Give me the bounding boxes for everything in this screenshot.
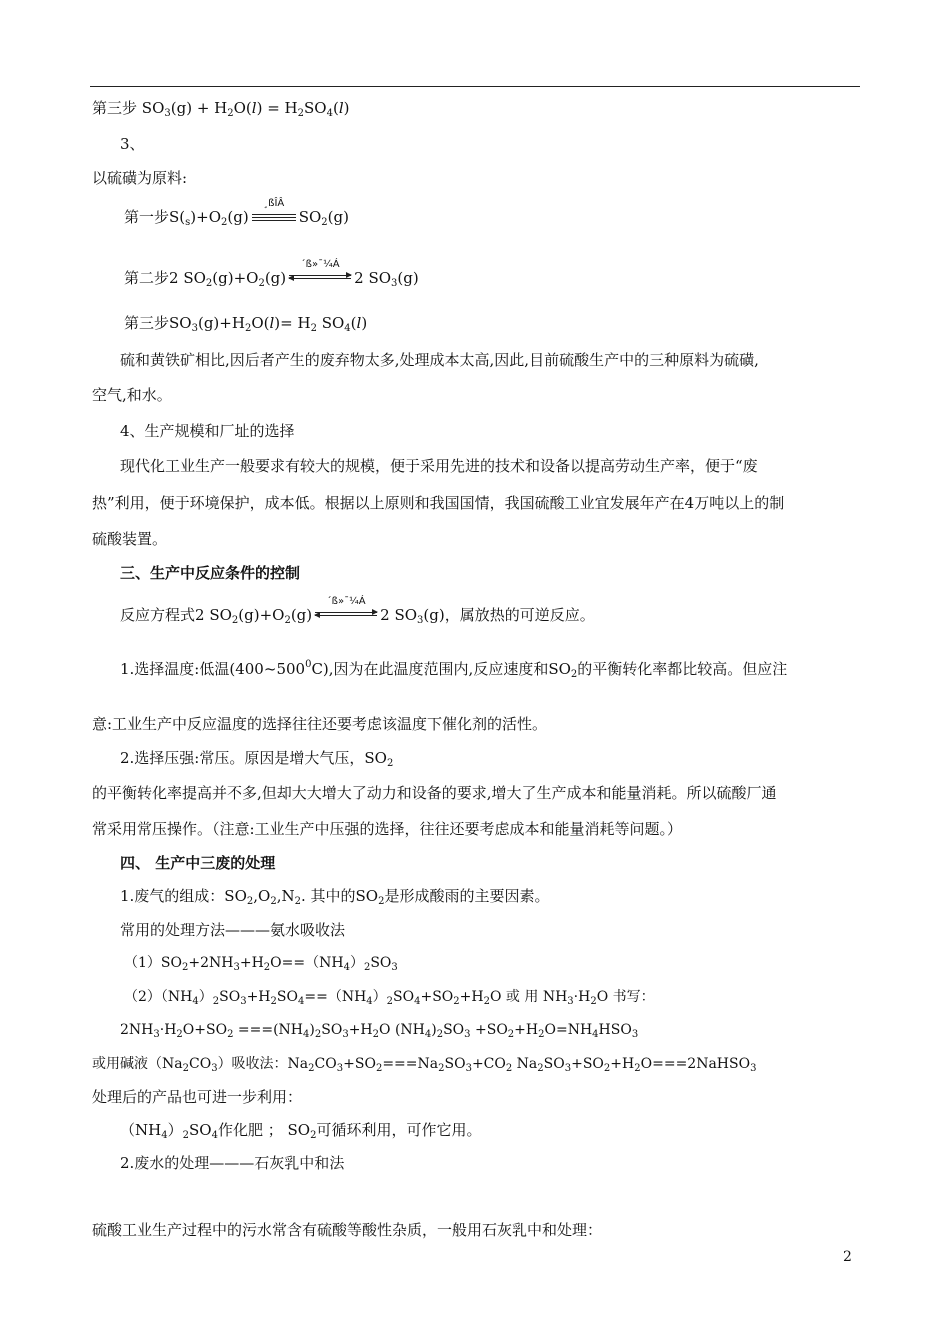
step3-equation-pyrite: 第三步 $SO_3(g) + H_2O(l) = H_2SO_4(l)$ [92,99,350,119]
waste-water-heading: 2.废水的处理———石灰乳中和法 [120,1154,345,1172]
page-number: 2 [843,1249,852,1265]
section-4-heading: 四、 生产中三废的处理 [120,854,276,872]
temperature-note: 意:工业生产中反应温度的选择往往还要考虑该温度下催化剂的活性。 [92,715,548,733]
reversible-arrow: ´ß»¯¼Á [289,267,351,285]
waste-water-paragraph: 硫酸工业生产过程中的污水常含有硫酸等酸性杂质，一般用石灰乳中和处理： [92,1221,603,1239]
alkali-absorption: 或用碱液$(Na_2CO_3)$吸收法：$Na_2CO_3+SO_2===Na_2SO_3+CO_2$ $Na_2SO_3+SO_2+H_2O===2NaHSO_3$ [92,1056,757,1074]
product-uses: $(NH_4)_2SO_4$作化肥 ； $SO_2$可循环利用，可作它用。 [120,1121,482,1141]
paragraph-raw-material: 硫和黄铁矿相比,因后者产生的废弃物太多,处理成本太高,因此,目前硫酸生产中的三种原料为硫磺, [120,351,759,369]
waste-gas-composition: 1.废气的组成：$SO_2,O_2,N_2$. 其中的$SO_2$是形成酸雨的主要因素。 [120,887,550,907]
equation-2: $(2)(NH_4)_2SO_3+H_2SO_4==(NH_4)_2SO_4+SO_2+H_2O$ 或 用 $NH_3\cdot H_2O$ 书写： [124,989,655,1007]
equation-3: $2NH_3\cdot H_2O+SO_2 ===(NH_4)_2SO_3+H_2O$ $(NH_4)_2SO_3 +SO_2+H_2O=NH_4HSO_3$ [120,1022,639,1040]
step2-equation: 第二步2 $SO_2(g)+O_2(g)$ ´ß»¯¼Á 2 $SO_3(g)$ [124,259,419,289]
header-rule [90,86,860,87]
item-4-heading: 4、生产规模和厂址的选择 [120,422,295,440]
equation-1: $(1)SO_2+2NH_3+H_2O==(NH_4)_2SO_3$ [124,955,398,973]
pressure-paragraph-1: 的平衡转化率提高并不多,但却大大增大了动力和设备的要求,增大了生产成本和能量消耗。所以硫酸厂通 [92,784,777,802]
pressure-choice: 2.选择压强:常压。原因是增大气压，$SO_2$ [120,749,394,769]
step1-equation: 第一步$S(_s)+O_2(g)$ ¸ßÎÂ $SO_2(g)$ [124,198,349,228]
pressure-paragraph-2: 常采用常压操作。（注意:工业生产中压强的选择，往往还要考虑成本和能量消耗等问题。） [92,820,683,838]
paragraph-scale-1: 现代化工业生产一般要求有较大的规模，便于采用先进的技术和设备以提高劳动生产率，便于“废 [120,457,758,475]
step3-equation: 第三步$SO_3(g)+H_2O(l)= H_2$ $SO_4(l)$ [124,314,368,334]
product-reuse: 处理后的产品也可进一步利用： [92,1088,303,1106]
sulfur-raw-material: 以硫磺为原料: [92,169,188,187]
paragraph-scale-2: 热”利用，便于环境保护，成本低。根据以上原则和我国国情，我国硫酸工业宜发展年产在4万吨以上的制 [92,494,785,512]
paragraph-scale-3: 硫酸装置。 [92,530,168,548]
temperature-choice: 1.选择温度:低温$(400\sim 500^0C)$,因为在此温度范围内,反应速度和$SO_2$的平衡转化率都比较高。但应注 [120,659,788,680]
reaction-equation: 反应方程式2 $SO_2(g)+O_2(g)$ ´ß»¯¼Á 2 $SO_3(g)$，属放热的可逆反应。 [120,596,595,626]
reversible-arrow: ´ß»¯¼Á [315,604,377,622]
section-3-heading: 三、生产中反应条件的控制 [120,564,301,582]
equilibrium-arrow: ¸ßÎÂ [252,206,296,224]
ammonia-method: 常用的处理方法———氨水吸收法 [120,921,346,939]
item-3: 3、 [120,135,145,153]
paragraph-raw-material-cont: 空气,和水。 [92,386,172,404]
